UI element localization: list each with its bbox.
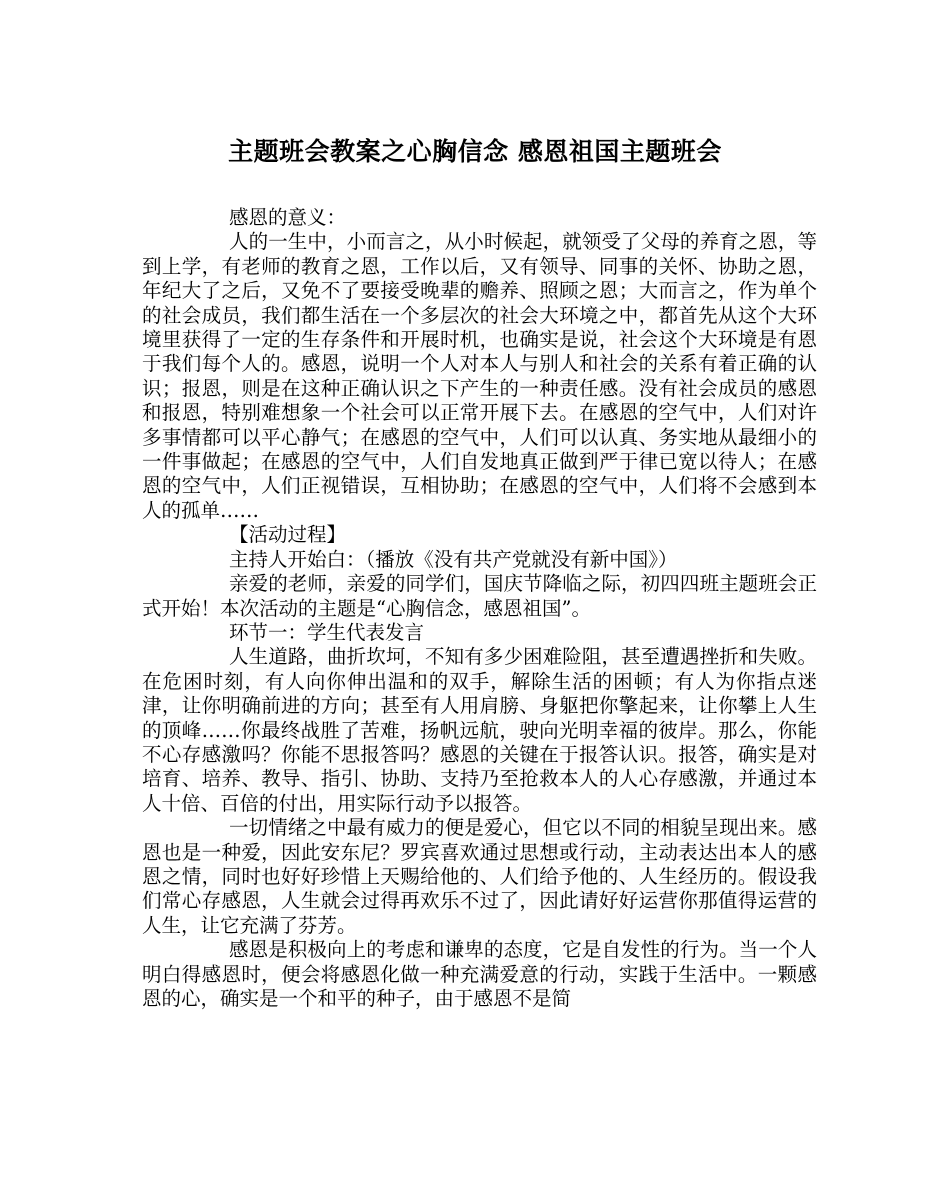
paragraph: 主持人开始白：（播放《没有共产党就没有新中国》） bbox=[229, 547, 678, 571]
paragraph: 人的一生中，小而言之，从小时候起，就领受了父母的养育之恩，等到上学，有老师的教育之恩，工作以后，又有领导、同事的关怀、协助之恩，年纪大了之后，又免不了要接受晚辈的赡养、照顾之恩；大而言之，作为单个的社会成员，我们都生活在一个多层次的社会大环境之中，都首先从这个大环境里获得了一定的生存条件和开展时机，也确实是说，社会这个大环境是有恩于我们每个人的。感恩，说明一个人对本人与别人和社会的关系有着正确的认识；报恩，则是在这种正确认识之下产生的一种责任感。没有社会成员的感恩和报恩，特别难想象一个社会可以正常开展下去。在感恩的空气中，人们对许多事情都可以平心静气；在感恩的空气中，人们可以认真、务实地从最细小的一件事做起；在感恩的空气中，人们自发地真正做到严于律已宽以待人；在感恩的空气中，人们正视错误，互相协助；在感恩的空气中，人们将不会感到本人的孤单…… bbox=[142, 230, 817, 522]
section-heading-activity: 【活动过程】 bbox=[229, 523, 347, 547]
document-title: 主题班会教案之心胸信念 感恩祖国主题班会 bbox=[228, 137, 722, 166]
document-body bbox=[142, 206, 817, 1011]
section-heading-meaning: 感恩的意义： bbox=[229, 206, 347, 229]
paragraph: 亲爱的老师，亲爱的同学们，国庆节降临之际，初四四班主题班会正式开始！本次活动的主题是“心胸信念，感恩祖国”。 bbox=[142, 572, 817, 620]
section-heading-step-one: 环节一：学生代表发言 bbox=[229, 620, 425, 644]
paragraph: 人生道路，曲折坎坷，不知有多少困难险阻，甚至遭遇挫折和失败。在危困时刻，有人向你伸出温和的双手，解除生活的困顿；有人为你指点迷津，让你明确前进的方向；甚至有人用肩膀、身躯把你擎起来，让你攀上人生的顶峰……你最终战胜了苦难，扬帆远航，驶向光明幸福的彼岸。那么，你能不心存感激吗？你能不思报答吗？感恩的关键在于报答认识。报答，确实是对培育、培养、教导、指引、协助、支持乃至抢救本人的人心存感激，并通过本人十倍、百倍的付出，用实际行动予以报答。 bbox=[142, 645, 817, 815]
paragraph: 一切情绪之中最有威力的便是爱心，但它以不同的相貌呈现出来。感恩也是一种爱，因此安东尼？罗宾喜欢通过思想或行动，主动表达出本人的感恩之情，同时也好好珍惜上天赐给他的、人们给予他的、人生经历的。假设我们常心存感恩，人生就会过得再欢乐不过了，因此请好好运营你那值得运营的人生，让它充满了芬芳。 bbox=[142, 816, 817, 937]
paragraph: 感恩是积极向上的考虑和谦卑的态度，它是自发性的行为。当一个人明白得感恩时，便会将感恩化做一种充满爱意的行动，实践于生活中。一颗感恩的心，确实是一个和平的种子，由于感恩不是简 bbox=[142, 938, 817, 1010]
